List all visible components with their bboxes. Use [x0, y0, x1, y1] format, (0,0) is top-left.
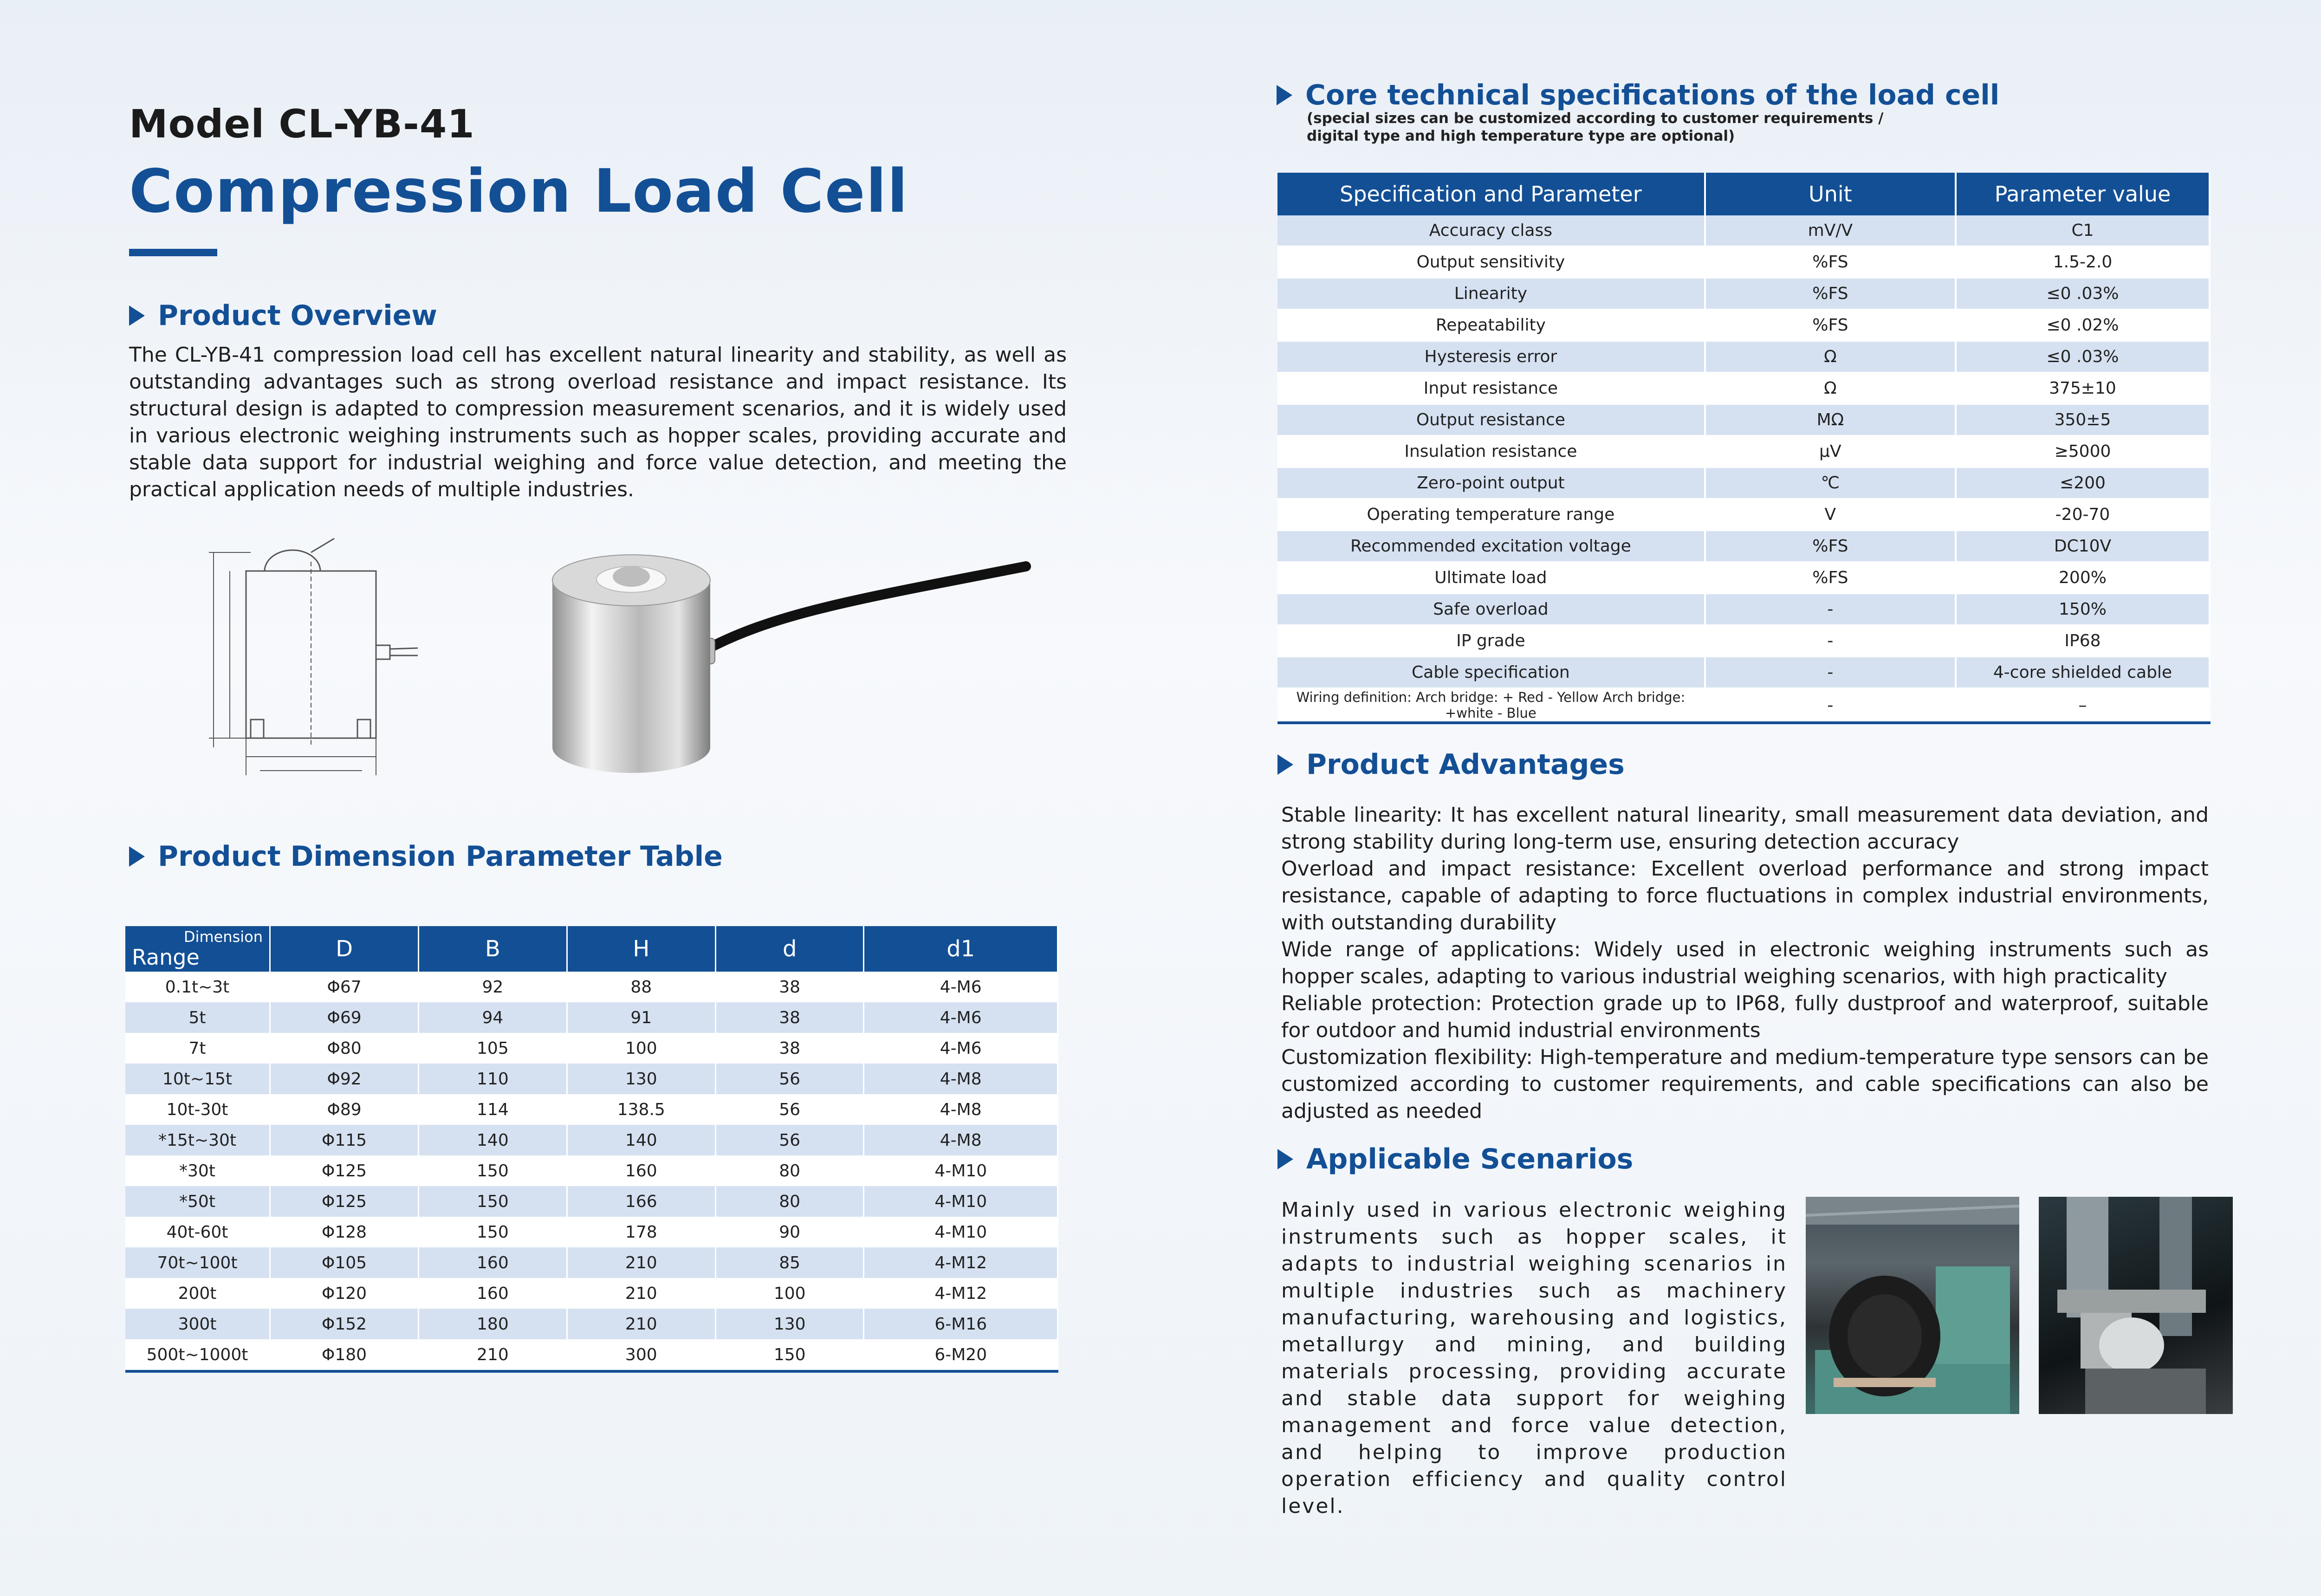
spec-unit-cell: -: [1705, 688, 1956, 723]
specs-row: [1277, 594, 2210, 625]
spec-unit-cell: μV: [1705, 436, 1956, 467]
spec-unit-cell: %FS: [1705, 562, 1956, 594]
specs-row: [1277, 404, 2210, 436]
dimension-value-cell: Φ80: [270, 1033, 419, 1064]
specs-row: [1277, 215, 2210, 247]
dimension-range-cell: 200t: [125, 1278, 270, 1309]
specs-table: [1277, 173, 2211, 724]
dimension-value-cell: 100: [715, 1278, 864, 1309]
triangle-bullet-icon: [129, 846, 145, 867]
advantages-text: Stable linearity: It has excellent natural linearity, small measurement data deviation, and strong stability during long-term use, ensuring detection accuracy Overload and impact resistance: Excellent overload performance and strong impact resistance, capable of adapting to force fluctuations in complex industrial environments, with outstanding durability Wide range of applications: Widely used in electronic weighing instruments such as hopper scales, adapting to various industrial weighing scenarios, with high practicality Reliable protection: Protection grade up to IP68, fully dustproof and waterproof, suitable for outdoor and humid industrial environments Customization flexibility: High-temperature and medium-temperature type sensors can be customized according to customer requirements, and cable specifications can also be adjusted as needed: [1281, 803, 2209, 1123]
drawing-leader: [311, 538, 334, 552]
dimension-value-cell: Φ125: [270, 1186, 419, 1217]
dimension-range-cell: 70t~100t: [125, 1247, 270, 1278]
dimension-row: [125, 1339, 1058, 1371]
spec-name-cell: Insulation resistance: [1277, 436, 1705, 467]
technical-drawing: [195, 534, 455, 794]
dimension-value-cell: 210: [567, 1278, 715, 1309]
spec-name-cell: Input resistance: [1277, 373, 1705, 404]
dimension-col-header: B: [419, 926, 567, 972]
dimension-value-cell: 88: [567, 972, 715, 1002]
dimension-value-cell: 210: [419, 1339, 567, 1371]
spec-unit-cell: %FS: [1705, 278, 1956, 310]
dimension-row: [125, 1064, 1058, 1094]
spec-value-cell: 150%: [1956, 594, 2210, 625]
specs-row: [1277, 247, 2210, 278]
title-underline: [129, 249, 217, 256]
dimension-value-cell: 4-M10: [864, 1217, 1058, 1247]
dimension-row: [125, 1278, 1058, 1309]
spec-name-cell: Recommended excitation voltage: [1277, 531, 1705, 562]
specs-heading-text: Core technical specifications of the load cell: [1305, 79, 2000, 111]
dimension-value-cell: 80: [715, 1155, 864, 1186]
spec-name-cell: Output resistance: [1277, 404, 1705, 436]
spec-value-cell: 350±5: [1956, 404, 2210, 436]
spec-value-cell: -20-70: [1956, 499, 2210, 531]
dimension-value-cell: 140: [567, 1125, 715, 1155]
spec-value-cell: 4-core shielded cable: [1956, 657, 2210, 688]
dimension-value-cell: 56: [715, 1125, 864, 1155]
advantages-heading: [1277, 748, 1625, 781]
dimension-value-cell: 56: [715, 1064, 864, 1094]
dimension-range-cell: 5t: [125, 1002, 270, 1033]
specs-col-header: Parameter value: [1956, 173, 2210, 215]
page-title: Compression Load Cell: [129, 157, 909, 226]
spec-unit-cell: %FS: [1705, 247, 1956, 278]
overview-heading: [129, 299, 437, 332]
spec-name-cell: Linearity: [1277, 278, 1705, 310]
dimension-col-header: d: [715, 926, 864, 972]
dimension-value-cell: 166: [567, 1186, 715, 1217]
dimension-value-cell: 114: [419, 1094, 567, 1125]
dimension-row: [125, 1217, 1058, 1247]
spec-name-cell: Safe overload: [1277, 594, 1705, 625]
spec-name-cell: Output sensitivity: [1277, 247, 1705, 278]
dimension-value-cell: 130: [567, 1064, 715, 1094]
dimension-range-cell: 7t: [125, 1033, 270, 1064]
spec-name-cell: Hysteresis error: [1277, 341, 1705, 373]
specs-row: [1277, 562, 2210, 594]
corner-range-label: Range: [132, 945, 200, 970]
dimension-range-cell: *30t: [125, 1155, 270, 1186]
dimension-row: [125, 1033, 1058, 1064]
spec-value-cell: ≤200: [1956, 467, 2210, 499]
dimension-value-cell: 90: [715, 1217, 864, 1247]
dimension-row: [125, 972, 1058, 1002]
dimension-value-cell: 4-M12: [864, 1278, 1058, 1309]
spec-value-cell: DC10V: [1956, 531, 2210, 562]
spec-value-cell: ≤0 .03%: [1956, 341, 2210, 373]
corner-dimension-label: Dimension: [183, 928, 263, 946]
spec-value-cell: 375±10: [1956, 373, 2210, 404]
spec-unit-cell: ℃: [1705, 467, 1956, 499]
dimension-value-cell: 91: [567, 1002, 715, 1033]
dimension-value-cell: 4-M10: [864, 1186, 1058, 1217]
scenario-photo-hopper: [2039, 1197, 2233, 1414]
specs-row: [1277, 436, 2210, 467]
spec-unit-cell: %FS: [1705, 310, 1956, 341]
spec-value-cell: ≤0 .02%: [1956, 310, 2210, 341]
specs-row: [1277, 499, 2210, 531]
specs-row: [1277, 373, 2210, 404]
cylinder-body: [552, 580, 710, 773]
dimension-value-cell: Φ120: [270, 1278, 419, 1309]
dimension-row: [125, 1186, 1058, 1217]
specs-col-header: Specification and Parameter: [1277, 173, 1705, 215]
dimension-value-cell: 6-M20: [864, 1339, 1058, 1371]
spec-unit-cell: -: [1705, 594, 1956, 625]
spec-value-cell: IP68: [1956, 625, 2210, 657]
dimension-value-cell: 92: [419, 972, 567, 1002]
dimension-value-cell: 38: [715, 1002, 864, 1033]
spec-unit-cell: %FS: [1705, 531, 1956, 562]
spec-name-cell: Accuracy class: [1277, 215, 1705, 247]
overview-heading-text: Product Overview: [158, 299, 437, 332]
specs-row: [1277, 531, 2210, 562]
dimension-value-cell: 80: [715, 1186, 864, 1217]
dimension-value-cell: 105: [419, 1033, 567, 1064]
spec-name-cell: Zero-point output: [1277, 467, 1705, 499]
dimension-value-cell: Φ125: [270, 1155, 419, 1186]
specs-note-line1: (special sizes can be customized according to customer requirements /: [1307, 110, 1884, 127]
dimension-range-cell: 10t-30t: [125, 1094, 270, 1125]
specs-note-line2: digital type and high temperature type are optional): [1307, 128, 1735, 144]
dimension-value-cell: Φ105: [270, 1247, 419, 1278]
spec-name-cell: Cable specification: [1277, 657, 1705, 688]
dimension-value-cell: 138.5: [567, 1094, 715, 1125]
triangle-bullet-icon: [1277, 1149, 1293, 1169]
specs-row: [1277, 625, 2210, 657]
dimension-value-cell: 150: [715, 1339, 864, 1371]
dimension-value-cell: 150: [419, 1217, 567, 1247]
dimension-value-cell: 6-M16: [864, 1309, 1058, 1339]
dimension-value-cell: 210: [567, 1247, 715, 1278]
specs-heading: [1277, 79, 1999, 111]
dimension-row: [125, 1247, 1058, 1278]
dimension-row: [125, 1125, 1058, 1155]
spec-unit-cell: Ω: [1705, 341, 1956, 373]
dimension-col-header: D: [270, 926, 419, 972]
dimension-value-cell: 4-M8: [864, 1094, 1058, 1125]
spec-unit-cell: mV/V: [1705, 215, 1956, 247]
advantages-heading-text: Product Advantages: [1306, 748, 1625, 781]
dimension-row: [125, 1309, 1058, 1339]
spec-name-cell: IP grade: [1277, 625, 1705, 657]
specs-row: [1277, 467, 2210, 499]
dimension-value-cell: 160: [419, 1247, 567, 1278]
dimension-value-cell: 178: [567, 1217, 715, 1247]
dimension-range-cell: 300t: [125, 1309, 270, 1339]
dimension-value-cell: 160: [419, 1278, 567, 1309]
dimension-value-cell: 4-M6: [864, 1033, 1058, 1064]
dimension-range-cell: *50t: [125, 1186, 270, 1217]
dimension-value-cell: Φ115: [270, 1125, 419, 1155]
dimension-col-header: d1: [864, 926, 1058, 972]
dimension-col-header: H: [567, 926, 715, 972]
dimension-value-cell: Φ89: [270, 1094, 419, 1125]
spec-unit-cell: Ω: [1705, 373, 1956, 404]
dimension-value-cell: Φ92: [270, 1064, 419, 1094]
dimension-header-row: [125, 926, 1058, 972]
spec-name-cell: Operating temperature range: [1277, 499, 1705, 531]
model-label: Model CL-YB-41: [129, 101, 475, 147]
dimension-value-cell: 94: [419, 1002, 567, 1033]
dimension-range-cell: 0.1t~3t: [125, 972, 270, 1002]
dimension-range-cell: 500t~1000t: [125, 1339, 270, 1371]
dimension-value-cell: 180: [419, 1309, 567, 1339]
dimension-value-cell: Φ180: [270, 1339, 419, 1371]
factory-illustration: [1806, 1197, 2019, 1414]
dimension-value-cell: Φ69: [270, 1002, 419, 1033]
dimension-value-cell: 4-M6: [864, 1002, 1058, 1033]
triangle-bullet-icon: [1277, 85, 1292, 105]
load-ball: [613, 566, 650, 587]
spec-value-cell: 200%: [1956, 562, 2210, 594]
dimension-value-cell: 130: [715, 1309, 864, 1339]
dimension-value-cell: 4-M6: [864, 972, 1058, 1002]
spec-value-cell: C1: [1956, 215, 2210, 247]
dimension-value-cell: 110: [419, 1064, 567, 1094]
specs-col-header: Unit: [1705, 173, 1956, 215]
dimension-row: [125, 1155, 1058, 1186]
dimension-range-cell: 40t-60t: [125, 1217, 270, 1247]
drawing-dome: [265, 550, 320, 571]
dimension-value-cell: Φ128: [270, 1217, 419, 1247]
spec-name-cell: Repeatability: [1277, 310, 1705, 341]
dimension-corner-cell: [125, 926, 270, 972]
dimension-table: [125, 926, 1058, 1373]
specs-row: [1277, 310, 2210, 341]
spec-name-cell: Wiring definition: Arch bridge: + Red - Yellow Arch bridge: +white - Blue: [1277, 688, 1705, 723]
product-photo: [534, 543, 1082, 785]
dimension-value-cell: 85: [715, 1247, 864, 1278]
specs-row: [1277, 657, 2210, 688]
spec-value-cell: –: [1956, 688, 2210, 723]
dimension-value-cell: 210: [567, 1309, 715, 1339]
dimension-value-cell: 56: [715, 1094, 864, 1125]
dimension-value-cell: Φ67: [270, 972, 419, 1002]
dimension-value-cell: 150: [419, 1155, 567, 1186]
spec-unit-cell: V: [1705, 499, 1956, 531]
scenarios-heading: [1277, 1143, 1633, 1175]
spec-unit-cell: -: [1705, 625, 1956, 657]
triangle-bullet-icon: [1277, 754, 1293, 775]
dimension-range-cell: *15t~30t: [125, 1125, 270, 1155]
dimension-value-cell: 4-M8: [864, 1064, 1058, 1094]
specs-header-row: [1277, 173, 2210, 215]
dimension-value-cell: 4-M12: [864, 1247, 1058, 1278]
dimension-value-cell: 140: [419, 1125, 567, 1155]
dimension-value-cell: 38: [715, 1033, 864, 1064]
dimension-value-cell: 150: [419, 1186, 567, 1217]
scenarios-heading-text: Applicable Scenarios: [1306, 1143, 1634, 1175]
dimension-value-cell: 300: [567, 1339, 715, 1371]
cable: [706, 566, 1026, 650]
specs-note: [1307, 110, 1883, 145]
dimension-value-cell: 38: [715, 972, 864, 1002]
dimension-value-cell: 100: [567, 1033, 715, 1064]
dimension-value-cell: 4-M10: [864, 1155, 1058, 1186]
dimension-row: [125, 1002, 1058, 1033]
hopper-illustration: [2039, 1197, 2233, 1414]
dimension-heading: [129, 840, 723, 873]
overview-text: The CL-YB-41 compression load cell has excellent natural linearity and stability, as well as outstanding advantages such as strong overload resistance and impact resistance. Its structural design is adapted to compression measurement scenarios, and it is widely used in various electronic weighing instruments such as hopper scales, providing accurate and stable data support for industrial weighing and force value detection, and meeting the practical application needs of multiple industries.: [129, 343, 1067, 501]
dimension-value-cell: 4-M8: [864, 1125, 1058, 1155]
scenario-photo-factory: [1806, 1197, 2019, 1414]
spec-value-cell: ≤0 .03%: [1956, 278, 2210, 310]
specs-row: [1277, 688, 2210, 723]
dimension-range-cell: 10t~15t: [125, 1064, 270, 1094]
scenarios-text: Mainly used in various electronic weighing instruments such as hopper scales, it adapts to industrial weighing scenarios in multiple industries such as machinery manufacturing, warehousing and logistics, metallurgy and mining, and building materials processing, providing accurate and stable data support for weighing management and force value detection, and helping to improve production operation efficiency and quality control level.: [1281, 1198, 1787, 1518]
specs-row: [1277, 341, 2210, 373]
dimension-value-cell: 160: [567, 1155, 715, 1186]
dimension-row: [125, 1094, 1058, 1125]
triangle-bullet-icon: [129, 305, 145, 326]
specs-row: [1277, 278, 2210, 310]
spec-name-cell: Ultimate load: [1277, 562, 1705, 594]
dimension-value-cell: Φ152: [270, 1309, 419, 1339]
dimension-heading-text: Product Dimension Parameter Table: [158, 840, 723, 873]
spec-unit-cell: -: [1705, 657, 1956, 688]
spec-value-cell: 1.5-2.0: [1956, 247, 2210, 278]
spec-unit-cell: MΩ: [1705, 404, 1956, 436]
spec-value-cell: ≥5000: [1956, 436, 2210, 467]
